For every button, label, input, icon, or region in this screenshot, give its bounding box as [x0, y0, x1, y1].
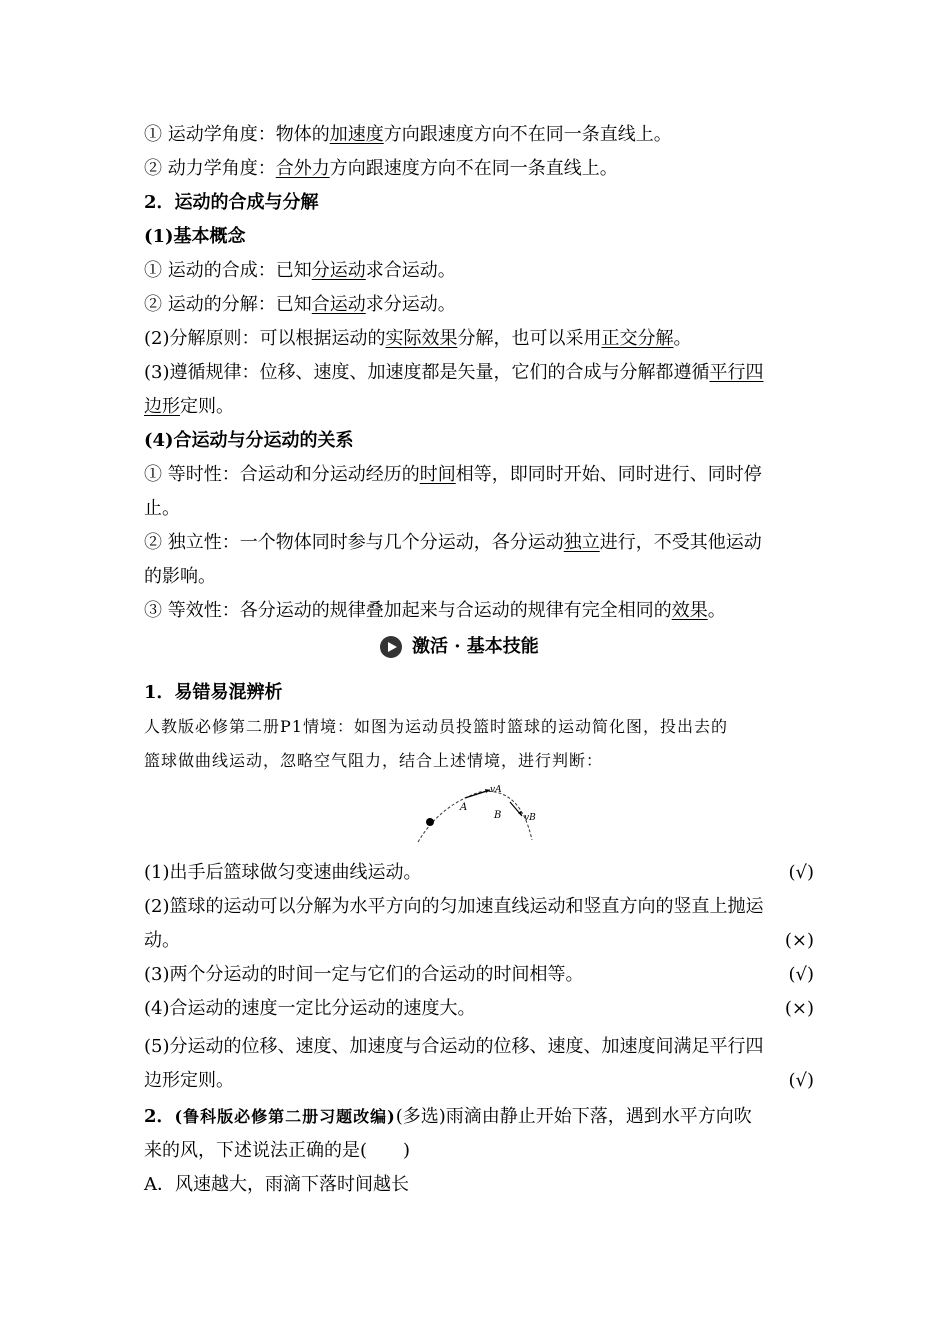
option-a: A．风速越大，雨滴下落时间越长 [144, 1174, 409, 1195]
question-intro: 篮球做曲线运动，忽略空气阻力，结合上述情境，进行判断： [144, 751, 604, 770]
question-text: (多选)雨滴由静止开始下落，遇到水平方向吹 [395, 1106, 752, 1127]
question-source: (鲁科版必修第二册习题改编) [174, 1107, 396, 1126]
text: 分解，也可以采用 [457, 328, 602, 349]
item-text: (1)出手后篮球做匀变速曲线运动。 [144, 862, 422, 883]
text-line [144, 526, 814, 560]
judgement-item [144, 958, 814, 992]
text: 求分运动。 [365, 294, 456, 315]
label-va: vA [490, 785, 502, 795]
text-line [144, 458, 814, 492]
underlined-term: 边形 [144, 396, 180, 417]
question-title: 1．易错易混辨析 [144, 682, 283, 703]
item-text: 边形定则。 [144, 1070, 234, 1091]
item-text: 动。 [144, 930, 180, 951]
underlined-term: 正交分解 [601, 328, 674, 349]
underlined-term: 实际效果 [385, 328, 458, 349]
text: ① 运动学角度：物体的 [144, 124, 330, 145]
answer-mark: (×) [784, 930, 814, 951]
subheading: (1)基本概念 [144, 226, 246, 247]
answer-mark: (√) [788, 862, 814, 883]
label-b: B [494, 810, 502, 821]
text: (2)分解原则：可以根据运动的 [144, 328, 386, 349]
basketball-trajectory-figure [410, 780, 550, 850]
subheading: (4)合运动与分运动的关系 [144, 430, 354, 451]
judgement-item [144, 924, 814, 958]
underlined-term: 时间 [419, 464, 456, 485]
item-text: (4)合运动的速度一定比分运动的速度大。 [144, 998, 476, 1019]
text: 方向跟速度方向不在同一条直线上。 [329, 158, 618, 179]
text: 求合运动。 [365, 260, 456, 281]
text-line [144, 322, 814, 356]
text-line: 的影响。 [144, 566, 216, 587]
ball-icon [426, 818, 434, 826]
text-line [144, 118, 814, 152]
text: 。 [673, 328, 692, 349]
question-number: 2． [144, 1106, 175, 1127]
text: 进行，不受其他运动 [599, 532, 762, 553]
play-icon [380, 636, 402, 658]
item-text: (3)两个分运动的时间一定与它们的合运动的时间相等。 [144, 964, 584, 985]
underlined-term: 平行四 [709, 362, 764, 383]
judgement-item: (5)分运动的位移、速度、加速度与合运动的位移、速度、加速度间满足平行四 [144, 1036, 764, 1057]
question-2-line2: 来的风，下述说法正确的是( ) [144, 1140, 411, 1161]
question-2 [144, 1100, 814, 1134]
text-line [144, 356, 814, 390]
answer-mark: (√) [788, 964, 814, 985]
text: ② 动力学角度： [144, 158, 276, 179]
judgement-item [144, 992, 814, 1026]
section-title [380, 630, 539, 664]
text-line: 止。 [144, 498, 180, 519]
underlined-term: 合外力 [275, 158, 330, 179]
text-line [144, 594, 814, 628]
answer-mark: (×) [784, 998, 814, 1019]
heading: 2．运动的合成与分解 [144, 192, 319, 213]
text-line [144, 152, 814, 186]
text: ① 等时性：合运动和分运动经历的 [144, 464, 420, 485]
text: 方向跟速度方向不在同一条直线上。 [383, 124, 672, 145]
label-a: A [460, 802, 468, 813]
text: 定则。 [180, 396, 234, 417]
text: ② 独立性：一个物体同时参与几个分运动，各分运动 [144, 532, 564, 553]
text: 。 [707, 600, 726, 621]
judgement-item [144, 856, 814, 890]
trajectory-path [418, 791, 532, 842]
text-line [144, 390, 814, 424]
text-line [144, 288, 814, 322]
judgement-item: (2)篮球的运动可以分解为水平方向的匀加速直线运动和竖直方向的竖直上抛运 [144, 896, 764, 917]
text: ② 运动的分解：已知 [144, 294, 312, 315]
underlined-term: 分运动 [311, 260, 366, 281]
text: ① 运动的合成：已知 [144, 260, 312, 281]
section-title-text: 激活 · 基本技能 [412, 636, 539, 657]
question-intro: 人教版必修第二册P1情境：如图为运动员投篮时篮球的运动简化图，投出去的 [144, 717, 728, 736]
text: 相等，即同时开始、同时进行、同时停 [455, 464, 762, 485]
underlined-term: 效果 [671, 600, 708, 621]
underlined-term: 独立 [563, 532, 600, 553]
underlined-term: 合运动 [311, 294, 366, 315]
text-line [144, 254, 814, 288]
text: ③ 等效性：各分运动的规律叠加起来与合运动的规律有完全相同的 [144, 600, 672, 621]
text: (3)遵循规律：位移、速度、加速度都是矢量，它们的合成与分解都遵循 [144, 362, 710, 383]
label-vb: vB [524, 813, 536, 823]
judgement-item [144, 1064, 814, 1098]
answer-mark: (√) [788, 1070, 814, 1091]
underlined-term: 加速度 [329, 124, 384, 145]
